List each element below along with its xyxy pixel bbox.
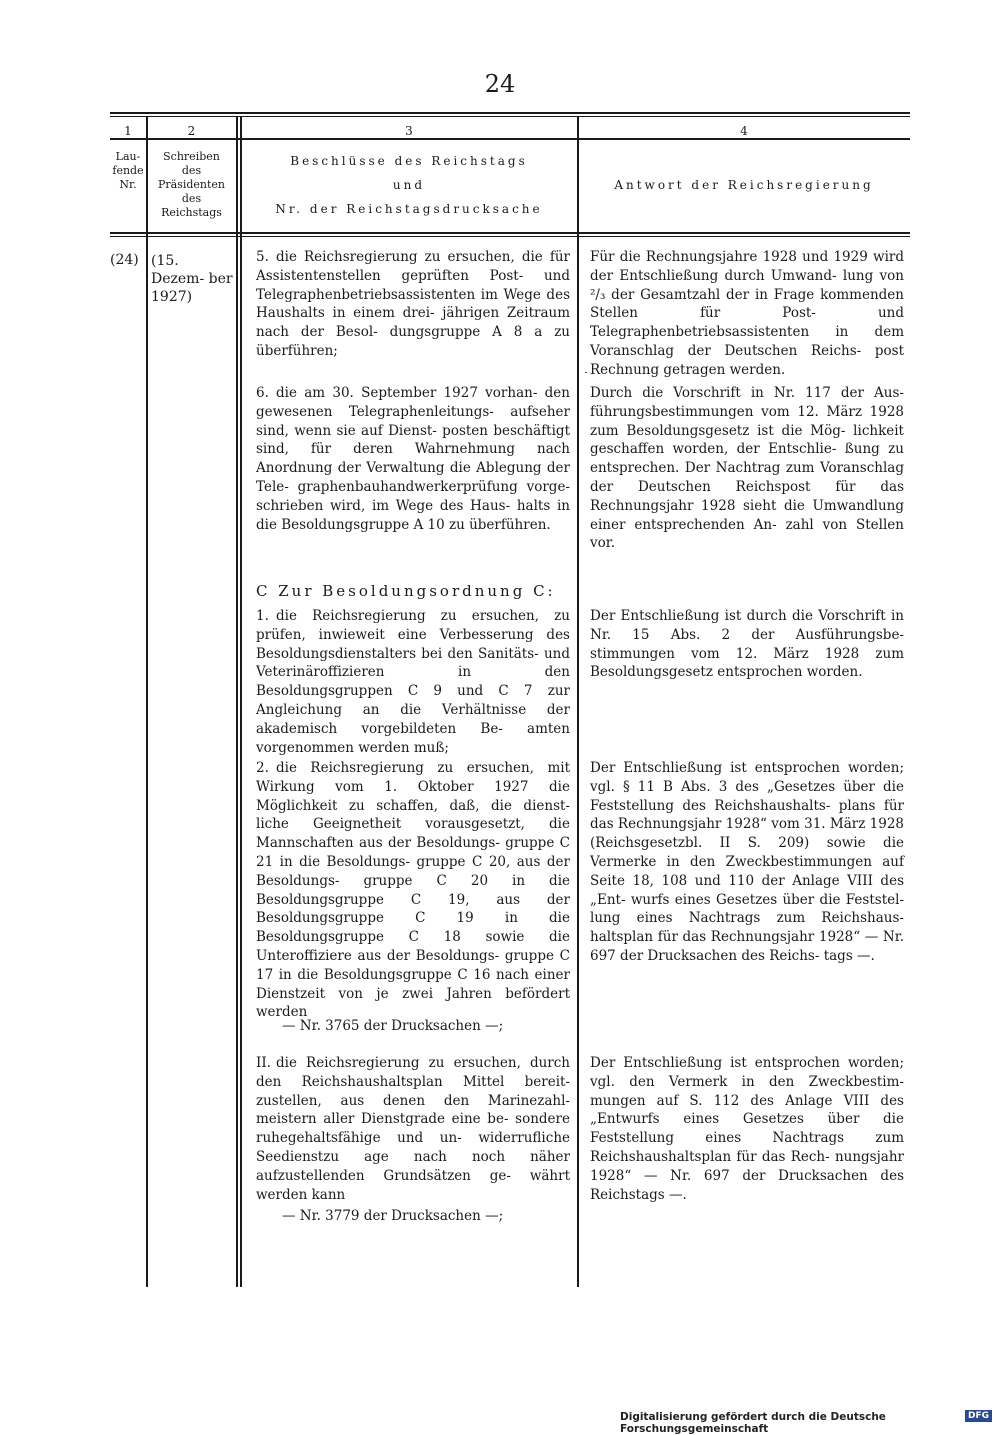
section-c-item-1 [256, 607, 570, 757]
column-number-1: 1 [124, 124, 132, 138]
letter-date: (15. Dezem- ber 1927) [151, 253, 233, 305]
column-number-rule [110, 138, 910, 140]
dfg-logo: DFG [965, 1410, 992, 1422]
header-col2-line: des [181, 192, 202, 205]
column-divider-2b [240, 117, 242, 1287]
resolution-5 [256, 248, 570, 361]
header-bottom-rule-2 [110, 236, 910, 237]
resolution-number: 6. [256, 385, 269, 401]
resolution-text: die Reichsregierung zu ersuchen, mit Wirkung vom 1. Oktober 1927 die Möglichkeit zu schaffen, daß, die dienst- liche Geeignetheit vorausgesetzt, die Mannschaften aus der Besoldungs- gruppe C 21 in die Besoldungs- gruppe C 20, aus der Besoldungs- gruppe C 20 in die Besoldungsgruppe C 19, aus der Besoldungsgruppe C 19 in die Besoldungsgruppe C 18 sowie die Unteroffiziere aus der Besoldungs- gruppe C 17 in die Besoldungsgruppe C 16 nach einer Dienstzeit von je zwei Jahren befördert werden [256, 760, 570, 1021]
header-col1-line: fende [112, 164, 144, 177]
header-col2-line: Reichstags [161, 206, 222, 219]
resolution-6 [256, 384, 570, 534]
header-col3-line1: Beschlüsse des Reichstags [290, 154, 528, 168]
reply-5: Für die Rechnungsjahre 1928 und 1929 wird der Entschließung durch Umwand- lung von ²/₃ der Gesamtzahl der in Frage kommenden Stellen für Post- und Telegraphenbetriebsassistenten in dem Voranschlag der Deutschen Reichs- post Rechnung getragen werden. [590, 249, 904, 378]
digitization-credit: Digitalisierung gefördert durch die Deutsche Forschungsgemeinschaft [620, 1411, 886, 1435]
resolution-number: 1. [256, 608, 269, 624]
table-top-rule-2 [110, 116, 910, 117]
resolution-text: die Reichsregierung zu ersuchen, durch den Reichshaushaltsplan Mittel bereit- zustellen, aus denen den Marinezahl- meistern aller Dienstgrade eine be- sondere ruhegehaltsfähige und un- widerrufliche Seedienstzu age nach noch näher aufzustellenden Grundsätzen ge- währt werden kann [256, 1055, 570, 1203]
column-divider-1 [146, 117, 148, 1287]
header-col1-line: Lau- [115, 150, 141, 163]
table-top-rule-1 [110, 112, 910, 114]
drucksache-ref-3779: — Nr. 3779 der Drucksachen —; [282, 1208, 504, 1224]
column-number-3: 3 [405, 124, 413, 138]
header-col3-line3: Nr. der Reichstagsdrucksache [275, 202, 543, 216]
resolution-text: die am 30. September 1927 vorhan- den gewesenen Telegraphenleitungs- aufseher sind, wenn sie auf Dienst- posten beschäftigt sind, für deren Wahrnehmung nach Anordnung der Verwaltung die Ablegung der Tele- graphenbauhandwerkerprüfung vorge- schrieben wird, im Wege des Haus- halts in die Besoldungsgruppe A 10 zu überführen. [256, 385, 570, 533]
resolution-text: die Reichsregierung zu ersuchen, zu prüfen, inwieweit eine Verbesserung des Besoldungsdienstalters bei den Sanitäts- und Veterinäroffizieren in den Besoldungsgruppen C 9 und C 7 zur Angleichung an die Verhältnisse der akademisch vorgebildeten Be- amten vorgenommen werden muß; [256, 608, 570, 756]
reply-c-ii: Der Entschließung ist entsprochen worden; vgl. den Vermerk in den Zweckbestim- mungen auf S. 112 des Anlage VIII des „Entwurfs eines Gesetzes über die Feststellung eines Nachtrags zum Reichshaushaltsplan für das Rech- nungsjahr 1928“ — Nr. 697 der Drucksachen des Reichstags —. [590, 1055, 904, 1203]
resolution-text: die Reichsregierung zu ersuchen, die für Assistentenstellen geprüften Post- und Telegraphenbetriebsassistenten im Wege des Haushalts in einem drei- jährigen Zeitraum nach der Besol- dungsgruppe A 8 a zu überführen; [256, 249, 570, 359]
header-col2-line: des [181, 164, 202, 177]
header-bottom-rule [110, 232, 910, 234]
reply-6: Durch die Vorschrift in Nr. 117 der Aus- führungsbestimmungen vom 12. März 1928 zum Besoldungsgesetz ist die Mög- lichkeit geschaffen worden, der Entschlie- ßung zu entsprechen. Der Nachtrag zum Voranschlag der Deutschen Reichspost für das Rechnungsjahr 1928 sieht die Umwandlung einer entsprechenden An- zahl von Stellen vor. [590, 385, 904, 552]
header-col4: Antwort der Reichsregierung [614, 178, 874, 192]
section-c-title: C Zur Besoldungsordnung C: [256, 582, 556, 600]
header-col2-line: Präsidenten [157, 178, 226, 191]
resolution-number: 2. [256, 760, 269, 776]
drucksache-ref-3765: — Nr. 3765 der Drucksachen —; [282, 1018, 504, 1034]
column-number-2: 2 [187, 124, 196, 138]
resolution-number: II. [256, 1055, 271, 1071]
column-divider-2 [236, 117, 238, 1287]
column-divider-3 [577, 117, 579, 1287]
section-c-item-2 [256, 759, 570, 1022]
header-col1 [110, 150, 146, 192]
running-number: (24) [110, 252, 139, 268]
header-col1-line: Nr. [119, 178, 137, 191]
column-number-4: 4 [740, 124, 748, 138]
header-col2 [147, 150, 236, 220]
resolution-number: 5. [256, 249, 269, 265]
section-c-item-ii [256, 1054, 570, 1204]
header-col2-line: Schreiben [163, 150, 220, 163]
reply-c-1: Der Entschließung ist durch die Vorschrift in Nr. 15 Abs. 2 der Ausführungsbe- stimmungen vom 12. März 1928 zum Besoldungsgesetz entsprochen worden. [590, 608, 904, 681]
reply-c-2: Der Entschließung ist entsprochen worden; vgl. § 11 B Abs. 3 des „Gesetzes über die Feststellung des Reichshaushalts- plans für das Rechnungsjahr 1928“ vom 31. März 1928 (Reichsgesetzbl. II S. 209) sowie die Vermerke in den Zweckbestimmungen auf Seite 18, 108 und 110 der Anlage VIII des „Ent- wurfs eines Gesetzes über die Feststel- lung eines Nachtrags zum Reichshaus- haltsplan für das Rechnungsjahr 1928“ — Nr. 697 der Drucksachen des Reichs- tags —. [590, 760, 904, 964]
separator-dot [585, 372, 587, 373]
header-col3-line2: und [392, 178, 426, 192]
page-number: 24 [484, 70, 516, 98]
